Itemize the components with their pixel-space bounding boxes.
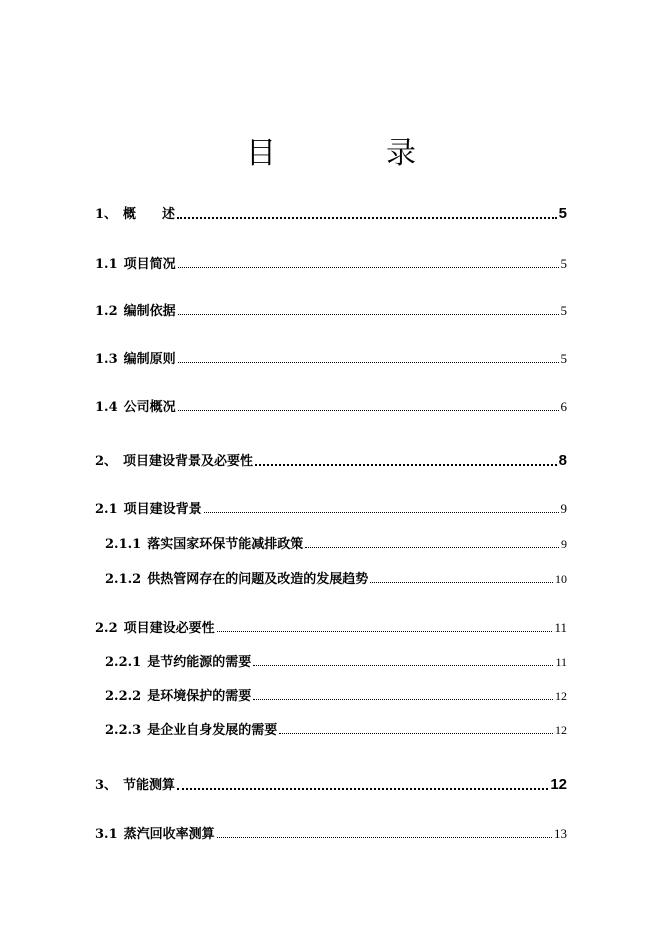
- toc-entry-page: 5: [560, 303, 567, 318]
- dot-leader: [370, 581, 553, 583]
- toc-entry-page: 11: [555, 655, 567, 669]
- toc-entry-number: 2.1.1: [105, 537, 142, 552]
- toc-entry-number: 3.1: [95, 827, 118, 842]
- toc-entry-label: 概 述: [123, 207, 176, 222]
- toc-entry[interactable]: [105, 651, 567, 670]
- toc-entry[interactable]: [95, 823, 567, 842]
- toc-entry-page: 12: [555, 689, 567, 703]
- toc-entry-label: 供热管网存在的问题及改造的发展趋势: [147, 572, 369, 587]
- toc-entry-number: 1、: [95, 207, 118, 222]
- dot-leader: [178, 361, 559, 363]
- toc-entry[interactable]: [105, 568, 567, 587]
- toc-entry-page: 12: [555, 723, 567, 737]
- dot-leader: [253, 664, 553, 666]
- toc-entry-number: 2.2: [95, 621, 118, 636]
- toc-entry[interactable]: [105, 719, 567, 738]
- toc-entry-page: 9: [560, 501, 567, 516]
- toc-entry-label: 项目建设必要性: [123, 621, 215, 636]
- toc-entry-page: 5: [560, 351, 567, 366]
- toc-entry[interactable]: [105, 533, 567, 552]
- toc-entry[interactable]: [95, 203, 567, 222]
- toc-entry-page: 9: [561, 537, 567, 551]
- toc-entry-page: 11: [554, 620, 567, 635]
- toc-entry-number: 1.1: [95, 257, 118, 272]
- toc-entry[interactable]: [105, 685, 567, 704]
- toc-entry[interactable]: [95, 617, 567, 636]
- toc-entry[interactable]: [95, 348, 567, 367]
- toc-entry-page: 5: [560, 256, 567, 271]
- dot-leader: [279, 732, 553, 734]
- toc-entry-label: 公司概况: [123, 400, 176, 415]
- toc-entry[interactable]: [95, 450, 567, 469]
- dot-leader: [204, 511, 559, 513]
- toc-entry[interactable]: [95, 253, 567, 272]
- toc-entry-number: 2.2.2: [105, 689, 142, 704]
- dot-leader: [178, 313, 559, 315]
- toc-entry-label: 是环境保护的需要: [147, 689, 252, 704]
- toc-entry-number: 3、: [95, 778, 118, 793]
- toc-entry-label: 蒸汽回收率测算: [123, 827, 215, 842]
- toc-entry-label: 编制依据: [123, 304, 176, 319]
- toc-entry-number: 2.2.3: [105, 723, 142, 738]
- toc-entry-label: 是节约能源的需要: [147, 655, 252, 670]
- toc-entry-label: 节能测算: [123, 778, 176, 793]
- toc-entry[interactable]: [95, 300, 567, 319]
- toc-entry-label: 是企业自身发展的需要: [147, 723, 278, 738]
- toc-entry-number: 1.2: [95, 304, 118, 319]
- toc-entry-number: 1.4: [95, 400, 118, 415]
- toc-entry[interactable]: [95, 774, 567, 793]
- dot-leader: [177, 216, 557, 219]
- dot-leader: [305, 546, 559, 548]
- toc-entry-label: 项目简况: [123, 257, 176, 272]
- toc-entry-page: 10: [555, 572, 567, 586]
- toc-entry-number: 2.2.1: [105, 655, 142, 670]
- dot-leader: [178, 409, 559, 411]
- toc-entry[interactable]: [95, 498, 567, 517]
- toc-entry-label: 项目建设背景及必要性: [123, 454, 254, 469]
- dot-leader: [178, 266, 559, 268]
- toc-entry-label: 项目建设背景: [123, 502, 202, 517]
- dot-leader: [217, 836, 552, 838]
- toc-entry-number: 2.1: [95, 502, 118, 517]
- toc-entry-page: 8: [558, 452, 567, 469]
- toc-entry-page: 5: [558, 205, 567, 222]
- toc-entry-label: 落实国家环保节能减排政策: [147, 537, 304, 552]
- toc-entry-number: 2、: [95, 454, 118, 469]
- toc-entry-label: 编制原则: [123, 352, 176, 367]
- dot-leader: [177, 787, 548, 790]
- dot-leader: [253, 698, 553, 700]
- toc-entry[interactable]: [95, 396, 567, 415]
- toc-entry-page: 6: [560, 399, 567, 414]
- toc-entry-page: 12: [550, 776, 567, 793]
- toc-entry-number: 2.1.2: [105, 572, 142, 587]
- toc-entry-page: 13: [554, 826, 567, 841]
- page-title: 目 录: [246, 136, 456, 171]
- dot-leader: [217, 630, 553, 632]
- dot-leader: [255, 463, 557, 466]
- toc-entry-number: 1.3: [95, 352, 118, 367]
